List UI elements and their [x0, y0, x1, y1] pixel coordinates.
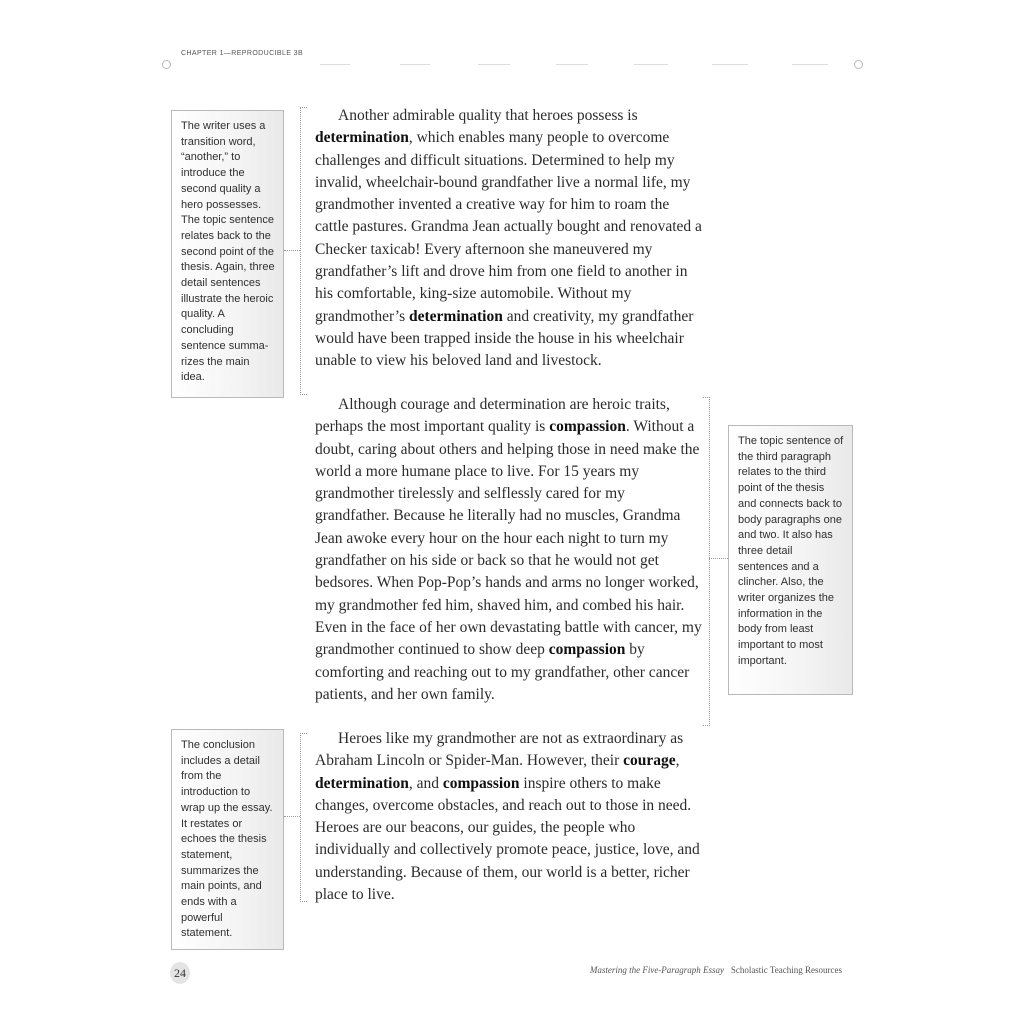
header-rule	[478, 64, 510, 65]
margin-note-text: The conclusion includes a detail from the introduction to wrap up the essay. It restates or echoes the thesis statement, summarizes the main points, and ends with a powerful statement.	[181, 739, 273, 940]
footer-credit	[590, 965, 842, 975]
keyword-compassion: compassion	[548, 641, 626, 659]
header-rule	[320, 64, 350, 65]
page-number: 24	[170, 962, 190, 984]
margin-note-text: The topic sentence of the third paragraph relates to the third point of the thesis and connects back to body paragraphs one and two. It also has three detail sentences and a clincher. Also, the writer organizes the information in the body from least important to most important.	[738, 435, 844, 667]
bracket-connector	[709, 558, 728, 559]
keyword-compassion: compassion	[442, 774, 520, 792]
publisher: Scholastic Teaching Resources	[730, 965, 842, 975]
margin-note-third-paragraph	[728, 425, 853, 695]
registration-mark-left	[162, 60, 171, 69]
keyword-determination: determination	[315, 774, 409, 792]
keyword-determination: determination	[315, 129, 409, 147]
chapter-header: CHAPTER 1—REPRODUCIBLE 3B	[181, 50, 304, 57]
essay-paragraph-third-quality: Although courage and determination are heroic traits, perhaps the most important quality is compassion. Without a doubt, caring about others and helping those in need make the world a more humane place to live. For 15 years my grandmother tirelessly and selflessly cared for my grandfather. Because he literally had no muscles, Grandma Jean awoke every hour on the hour each night to turn my grandfather on his side or back so that he would not get bedsores. When Pop-Pop’s hands and arms no longer worked, my grandmother fed him, shaved him, and combed his hair. Even in the face of her own devastating battle with cancer, my grandmother continued to show deep compassion by comforting and reaching out to my grandfather, other cancer patients, and her own family.	[315, 396, 702, 703]
bracket-connector	[284, 816, 300, 817]
header-rule	[400, 64, 430, 65]
margin-note-second-paragraph	[171, 110, 284, 398]
keyword-determination: determination	[408, 307, 503, 325]
paragraph-bracket	[703, 397, 710, 726]
header-rule	[556, 64, 588, 65]
essay-paragraph-conclusion: Heroes like my grandmother are not as extraordinary as Abraham Lincoln or Spider-Man. However, their courage, determination, and compassion inspire others to make changes, overcome obstacles, and reach out to those in need. Heroes are our beacons, our guides, the people who individually and collectively promote peace, justice, love, and understanding. Because of them, our world is a better, richer place to live.	[315, 730, 700, 904]
registration-mark-right	[854, 60, 863, 69]
margin-note-text: The writer uses a transition word, “another,” to introduce the second quality a hero possesses. The topic sentence relates back to the second point of the thesis. Again, three detail sentences illustrate the heroic quality. A concluding sentence summa-rizes the main idea.	[181, 120, 275, 384]
header-rule	[712, 64, 748, 65]
keyword-compassion: compassion	[549, 418, 626, 436]
paragraph-bracket	[300, 733, 307, 902]
header-rule	[792, 64, 828, 65]
paragraph-bracket	[300, 107, 307, 395]
margin-note-conclusion	[171, 729, 284, 950]
bracket-connector	[284, 250, 300, 251]
keyword-courage: courage	[623, 752, 676, 770]
essay-paragraph-second-quality: Another admirable quality that heroes possess is determination, which enables many people to overcome challenges and difficult situations. Determined to help my invalid, wheelchair-bound grandfather live a normal life, my grandmother invented a creative way for him to roam the cattle pastures. Grandma Jean actually bought and renovated a Checker taxicab! Every afternoon she maneuvered my grandfather’s lift and drove him from one field to another in his comfortable, king-size automobile. Without my grandmother’s determination and creativity, my grandfather would have been trapped inside the house in his wheelchair unable to view his beloved land and livestock.	[315, 107, 702, 370]
book-title: Mastering the Five-Paragraph Essay	[589, 965, 725, 975]
header-rule	[634, 64, 668, 65]
